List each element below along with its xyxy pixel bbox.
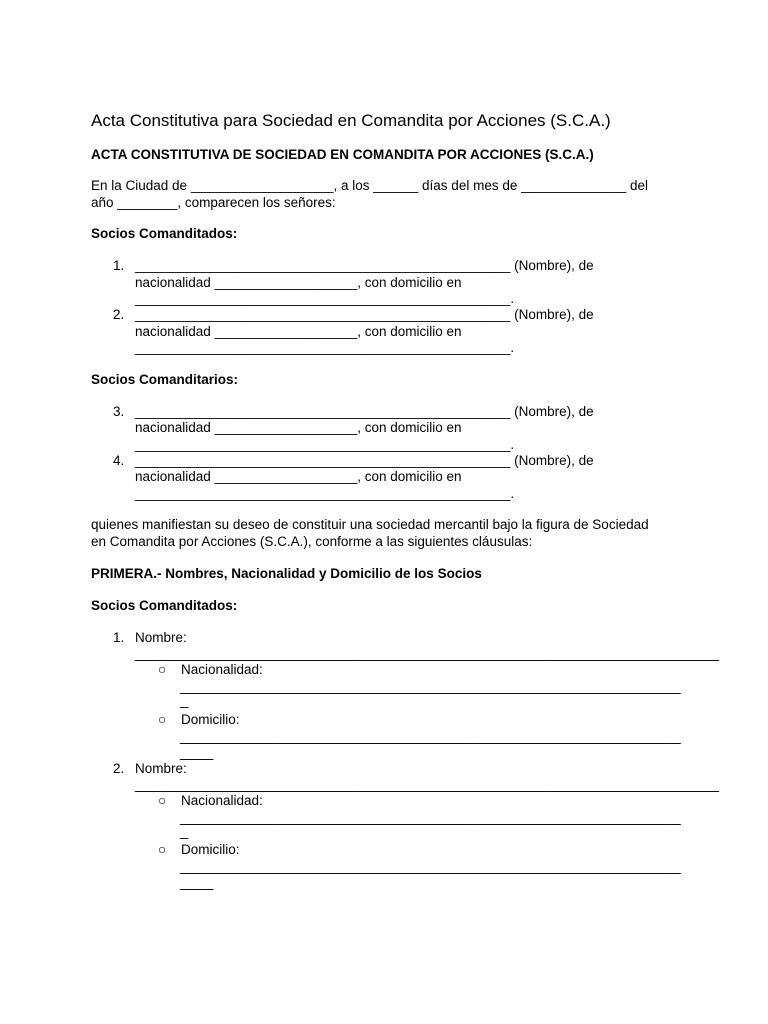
comanditados-heading: Socios Comanditados: <box>91 226 238 241</box>
domicilio-label: Domicilio: <box>181 842 240 857</box>
nombre-label: Nombre: <box>135 761 187 776</box>
partner-number: 3. <box>113 404 125 419</box>
nombre-blank-line: ______________________________________________________________________ <box>135 645 719 662</box>
partner-name-line: __________________________________________________ (Nombre), de <box>135 404 594 419</box>
nacionalidad-blank-line: ____________________________________________________________ <box>180 809 681 826</box>
partner-number: 1. <box>113 258 125 273</box>
nacionalidad-label: Nacionalidad: <box>181 662 263 677</box>
partner-nationality-line: nacionalidad ___________________, con domicilio en <box>135 275 462 290</box>
partner-address-line: __________________________________________________. <box>135 291 515 306</box>
domicilio-blank-tail: ____ <box>180 744 214 761</box>
partner-name-line: __________________________________________________ (Nombre), de <box>135 453 594 468</box>
nombre-label: Nombre: <box>135 630 187 645</box>
nacionalidad-blank-tail: _ <box>180 692 189 709</box>
bullet-icon: ○ <box>158 662 167 677</box>
partner-name-line: __________________________________________________ (Nombre), de <box>135 258 594 273</box>
domicilio-blank-tail: ____ <box>180 874 214 891</box>
nacionalidad-blank-line: ____________________________________________________________ <box>180 678 681 695</box>
bullet-icon: ○ <box>158 842 167 857</box>
domicilio-blank-line: ____________________________________________________________ <box>180 858 681 875</box>
closing-line-2: en Comandita por Acciones (S.C.A.), conforme a las siguientes cláusulas: <box>91 534 533 549</box>
intro-line-2: año ________, comparecen los señores: <box>91 195 336 210</box>
section2-comanditados-heading: Socios Comanditados: <box>91 598 238 613</box>
partner-nationality-line: nacionalidad ___________________, con domicilio en <box>135 469 462 484</box>
nacionalidad-blank-tail: _ <box>180 823 189 840</box>
domicilio-blank-line: ____________________________________________________________ <box>180 728 681 745</box>
closing-line-1: quienes manifiestan su deseo de constituir una sociedad mercantil bajo la figura de Sociedad <box>91 517 649 532</box>
partner-number: 4. <box>113 453 125 468</box>
partner-address-line: __________________________________________________. <box>135 340 515 355</box>
bullet-icon: ○ <box>158 793 167 808</box>
partner-nationality-line: nacionalidad ___________________, con domicilio en <box>135 324 462 339</box>
partner-address-line: __________________________________________________. <box>135 437 515 452</box>
domicilio-label: Domicilio: <box>181 712 240 727</box>
entry-number: 1. <box>113 630 125 645</box>
partner-address-line: __________________________________________________. <box>135 486 515 501</box>
partner-name-line: __________________________________________________ (Nombre), de <box>135 307 594 322</box>
comanditarios-heading: Socios Comanditarios: <box>91 372 239 387</box>
partner-nationality-line: nacionalidad ___________________, con domicilio en <box>135 420 462 435</box>
entry-number: 2. <box>113 761 125 776</box>
document-heading: ACTA CONSTITUTIVA DE SOCIEDAD EN COMANDITA POR ACCIONES (S.C.A.) <box>91 147 594 162</box>
document-title: Acta Constitutiva para Sociedad en Comandita por Acciones (S.C.A.) <box>91 111 611 130</box>
nacionalidad-label: Nacionalidad: <box>181 793 263 808</box>
intro-line-1: En la Ciudad de ___________________, a los ______ días del mes de ______________ del <box>91 178 648 193</box>
nombre-blank-line: ______________________________________________________________________ <box>135 776 719 793</box>
primera-heading: PRIMERA.- Nombres, Nacionalidad y Domicilio de los Socios <box>91 566 482 581</box>
partner-number: 2. <box>113 307 125 322</box>
bullet-icon: ○ <box>158 712 167 727</box>
